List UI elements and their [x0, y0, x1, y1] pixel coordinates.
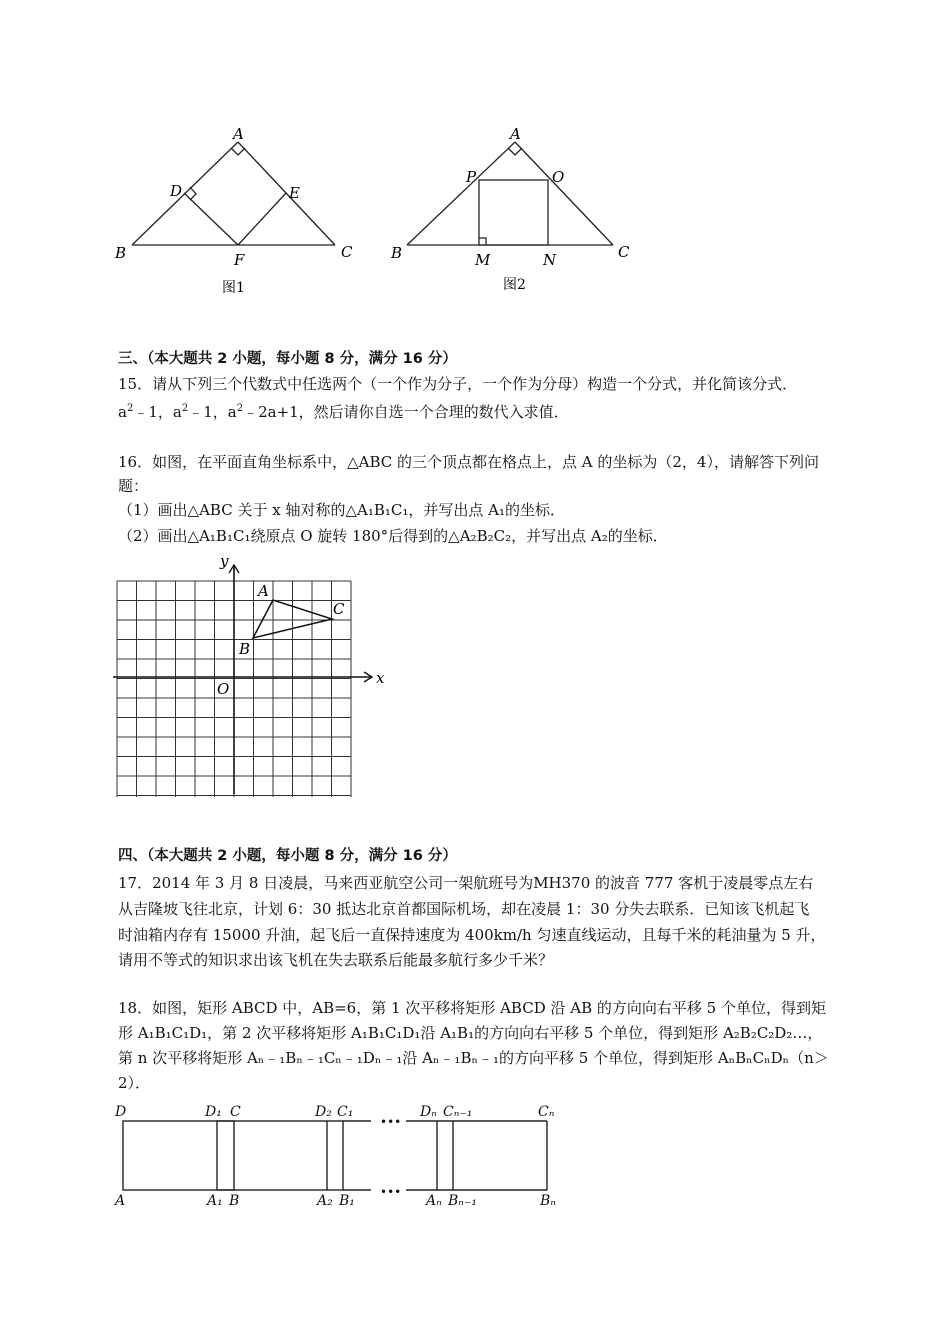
label-c: C — [618, 243, 630, 261]
segment-ab — [407, 142, 515, 245]
label-b: B — [115, 244, 127, 262]
label-p: P — [466, 168, 477, 186]
question-15-expressions: $a^2﹣1$，$a^2﹣1$，$a^2﹣2a+1$，然后请你自选一个合理的数代入求值． — [118, 403, 569, 421]
label-b1: B₁ — [339, 1193, 355, 1209]
question-15-text: 15．请从下列三个代数式中任选两个（一个作为分子，一个作为分母）构造一个分式，并化简该分式． — [118, 375, 798, 393]
right-angle-mark-d — [190, 187, 196, 200]
label-dn: Dₙ — [420, 1104, 437, 1120]
question-17-line-1: 17．2014 年 3 月 8 日凌晨，马来西亚航空公司一架航班号为MH370 的波音 777 客机于凌晨零点左右 — [118, 874, 814, 892]
ellipsis-top: ••• — [380, 1115, 402, 1129]
question-18-line-2: 形 A₁B₁C₁D₁，第 2 次平移将矩形 A₁B₁C₁D₁沿 A₁B₁的方向向右平移 5 个单位，得到矩形 A₂B₂C₂D₂…， — [118, 1024, 823, 1042]
label-f: F — [234, 251, 245, 269]
x-axis-label: x — [376, 669, 385, 687]
question-17-line-4: 请用不等式的知识求出该飞机在失去联系后能最多航行多少千米？ — [118, 951, 554, 969]
label-d2: D₂ — [315, 1104, 332, 1120]
label-bn: Bₙ — [540, 1193, 556, 1209]
question-16-text: 16．如图，在平面直角坐标系中，△ABC 的三个顶点都在格点上，点 A 的坐标为（2，4），请解答下列问 — [118, 453, 819, 471]
label-a: A — [510, 128, 521, 143]
figure-1-caption: 图1 — [222, 280, 245, 296]
label-a: A — [233, 128, 244, 143]
label-a: A — [115, 1193, 126, 1209]
segment-ac — [515, 142, 613, 245]
label-e: E — [289, 184, 300, 202]
label-a2: A₂ — [317, 1193, 333, 1209]
label-d: D — [170, 182, 183, 200]
label-b: B — [229, 1193, 240, 1209]
label-n: N — [543, 251, 557, 269]
question-16-text-cont: 题： — [118, 477, 149, 495]
question-18-line-1: 18．如图，矩形 ABCD 中，AB=6，第 1 次平移将矩形 ABCD 沿 AB 的方向向右平移 5 个单位，得到矩 — [118, 999, 826, 1017]
label-m: M — [475, 251, 491, 269]
section-4-heading: 四、（本大题共 2 小题，每小题 8 分，满分 16 分） — [118, 848, 457, 864]
segment-fd — [184, 193, 238, 245]
figure-2 — [385, 128, 635, 298]
square-pqnm — [479, 180, 548, 245]
label-bn-1: Bₙ₋₁ — [448, 1193, 477, 1209]
question-18-line-4: 2）． — [118, 1074, 151, 1092]
section-3-heading: 三、（本大题共 2 小题，每小题 8 分，满分 16 分） — [118, 351, 457, 367]
question-18-line-3: 第 n 次平移将矩形 Aₙ﹣₁Bₙ﹣₁Cₙ﹣₁Dₙ﹣₁沿 Aₙ﹣₁Bₙ﹣₁的方向平移 5 个单位，得到矩形 AₙBₙCₙDₙ（n＞ — [118, 1049, 829, 1067]
figure-1 — [110, 128, 360, 298]
label-d: D — [115, 1104, 127, 1120]
right-angle-mark-a — [231, 148, 245, 155]
point-c-label: C — [333, 600, 345, 618]
point-b-label: B — [239, 640, 251, 658]
label-c: C — [341, 243, 353, 261]
label-q: O — [552, 168, 565, 186]
label-b: B — [391, 244, 403, 262]
right-angle-mark-m — [479, 238, 486, 245]
label-cn: Cₙ — [538, 1104, 555, 1120]
label-a1: A₁ — [207, 1193, 223, 1209]
segment-fe — [238, 193, 286, 245]
label-an: Aₙ — [426, 1193, 442, 1209]
translated-rectangles-figure — [110, 1096, 570, 1216]
origin-label: O — [217, 680, 230, 698]
y-axis-label: y — [220, 552, 229, 570]
rect-a1b1c1d1 — [217, 1121, 343, 1190]
coordinate-grid — [110, 552, 400, 797]
label-d1: D₁ — [205, 1104, 222, 1120]
label-c: C — [230, 1104, 241, 1120]
question-16-part-2: （2）画出△A₁B₁C₁绕原点 O 旋转 180°后得到的△A₂B₂C₂，并写出点 A₂的坐标． — [118, 527, 668, 545]
question-17-line-3: 时油箱内存有 15000 升油，起飞后一直保持速度为 400km/h 匀速直线运动，且每千米的耗油量为 5 升， — [118, 926, 826, 944]
question-16-part-1: （1）画出△ABC 关于 x 轴对称的△A₁B₁C₁，并写出点 A₁的坐标． — [118, 501, 565, 519]
figure-2-caption: 图2 — [503, 277, 526, 293]
ellipsis-bottom: ••• — [380, 1185, 402, 1199]
right-angle-mark-a — [508, 148, 522, 155]
point-a-label: A — [258, 582, 269, 600]
question-17-line-2: 从吉隆坡飞往北京，计划 6：30 抵达北京首都国际机场，却在凌晨 1：30 分失去联系．已知该飞机起飞 — [118, 900, 810, 918]
label-cn-1: Cₙ₋₁ — [443, 1104, 473, 1120]
label-c1: C₁ — [337, 1104, 354, 1120]
